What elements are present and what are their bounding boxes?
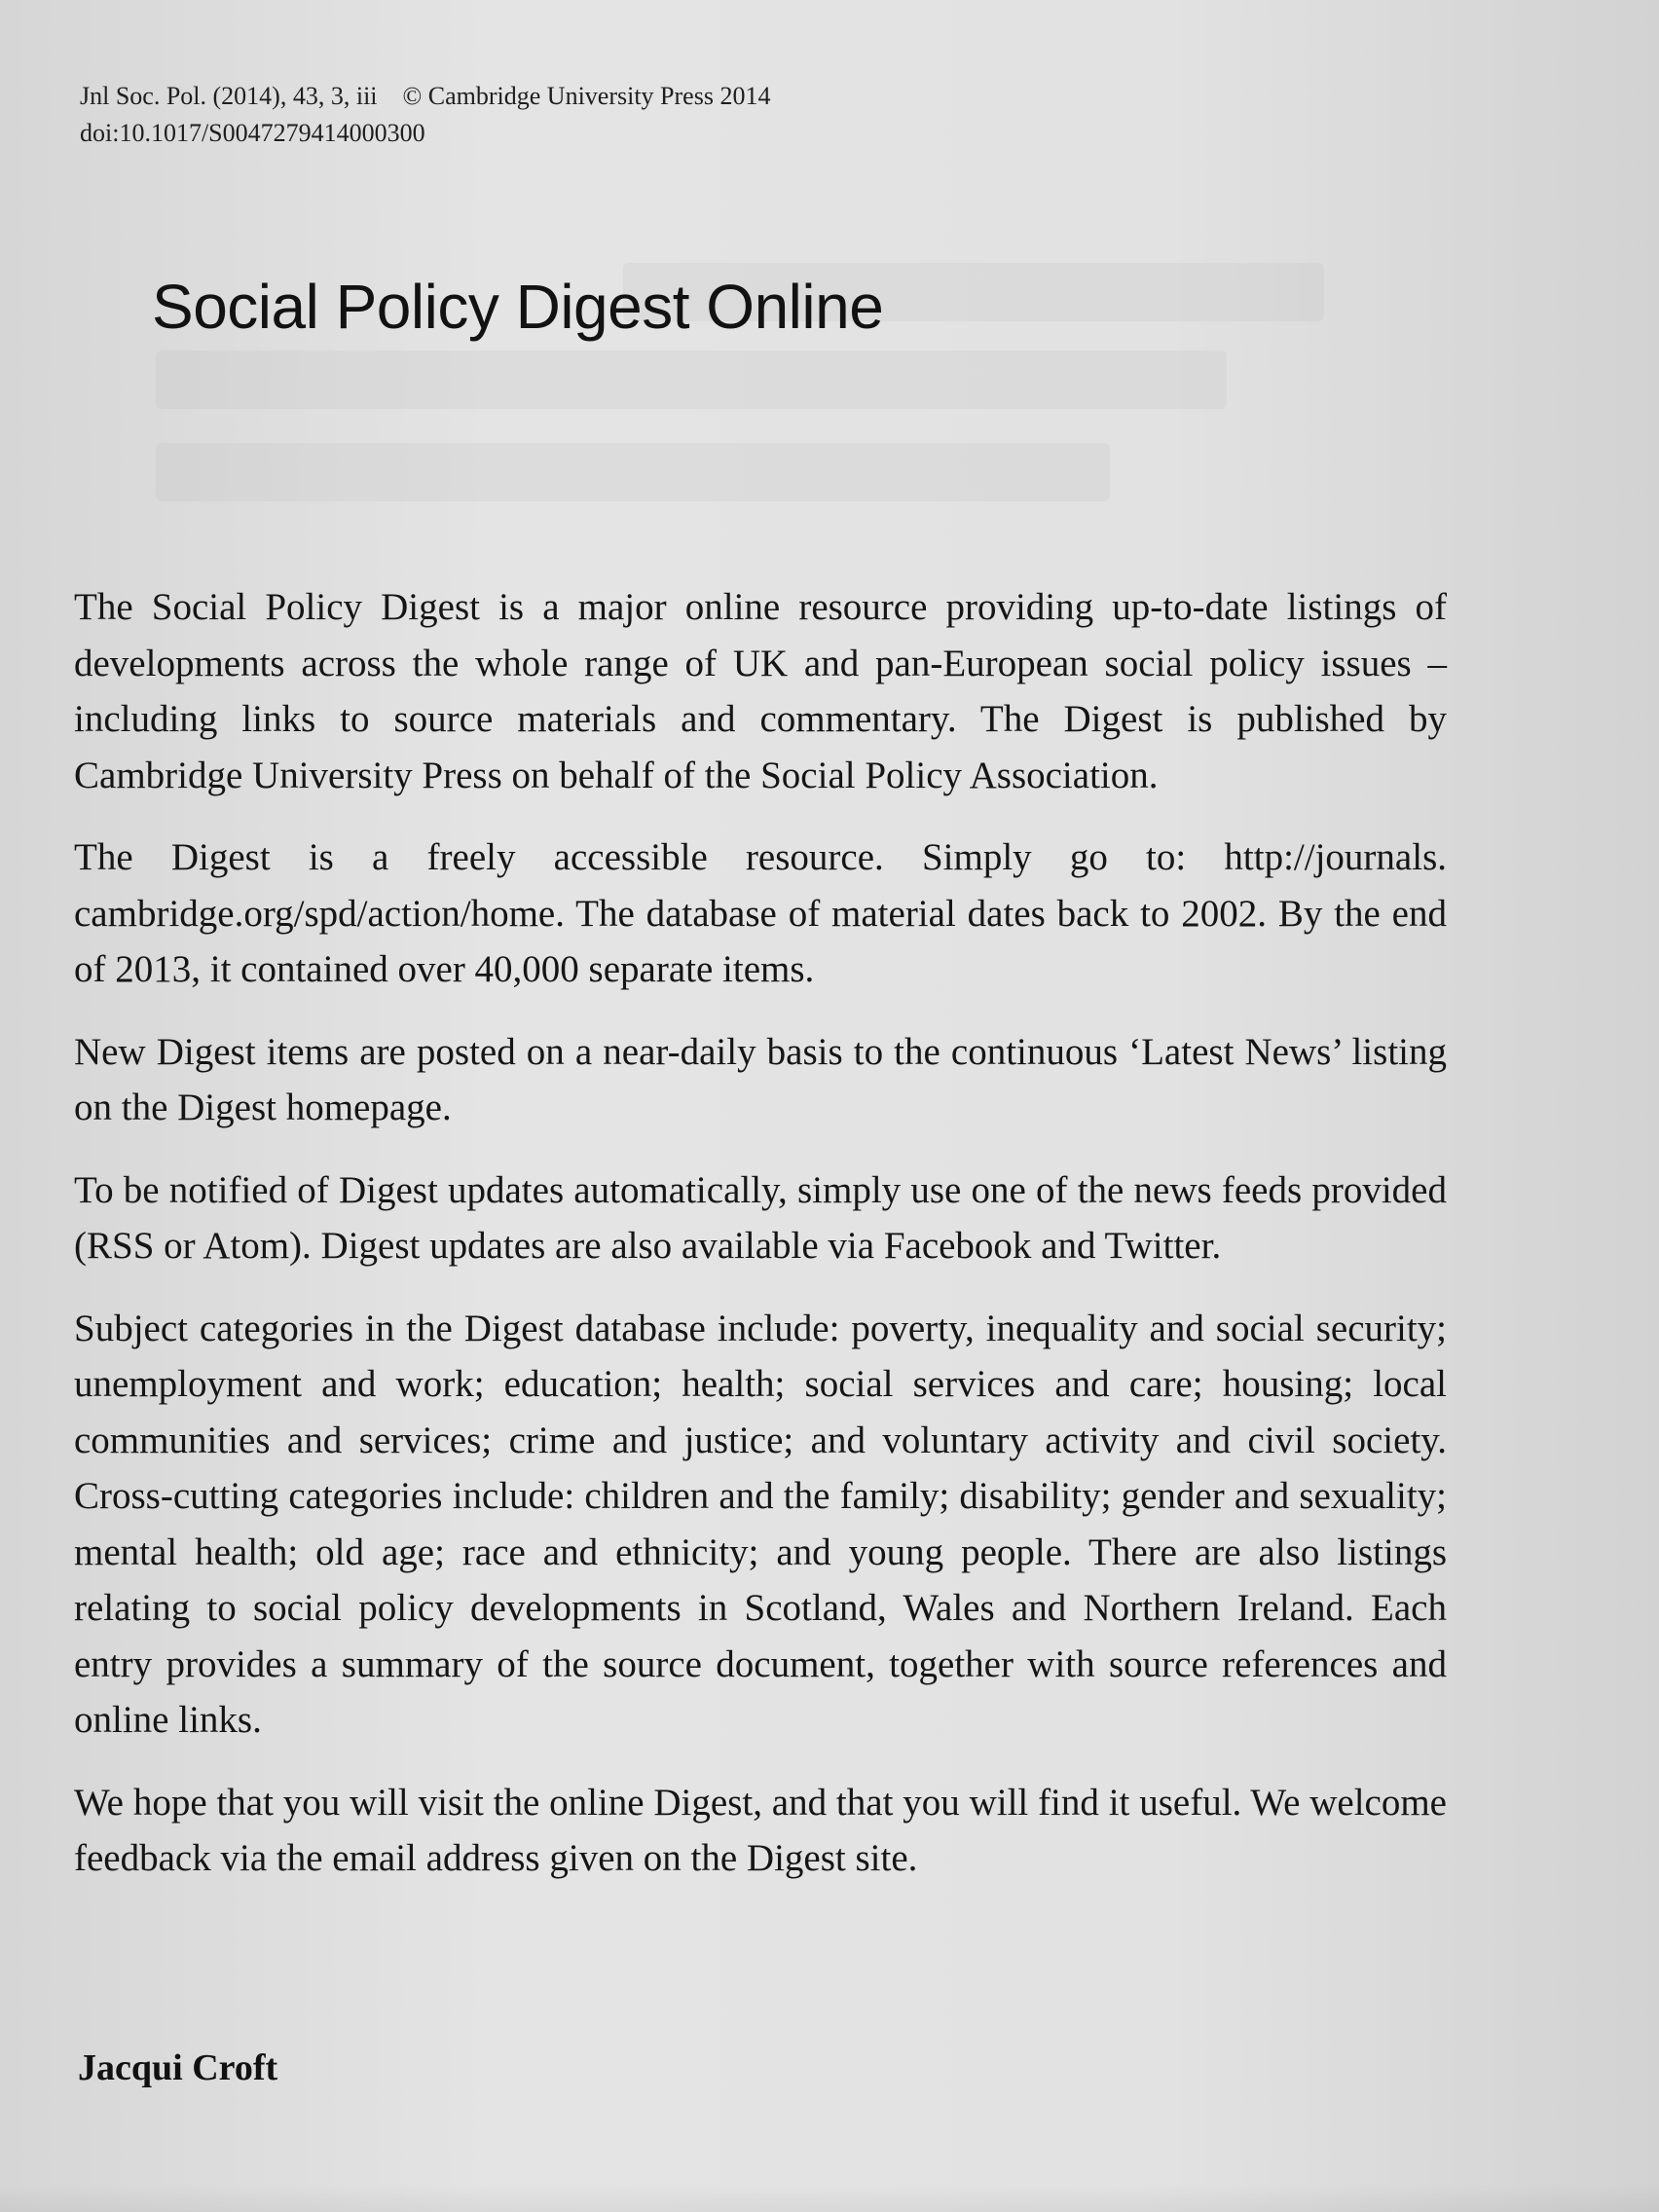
journal-header xyxy=(80,78,770,152)
article-body xyxy=(74,579,1447,1913)
show-through-shadow xyxy=(156,350,1227,409)
citation: Jnl Soc. Pol. (2014), 43, 3, iii xyxy=(80,82,378,110)
paragraph: The Social Policy Digest is a major online resource providing up-to-date listings of developments across the whole range of UK and pan-European social policy issues – including links to source materials and commentary. The Digest is published by Cambridge University Press on behalf of the Social Policy Association. xyxy=(74,586,1447,796)
paragraph: New Digest items are posted on a near-daily basis to the continuous ‘Latest News’ listing on the Digest homepage. xyxy=(74,1030,1447,1128)
show-through-shadow xyxy=(156,443,1110,501)
page-title: Social Policy Digest Online xyxy=(152,272,884,342)
paragraph: To be notified of Digest updates automatically, simply use one of the news feeds provided (RSS or Atom). Digest updates are also available via Facebook and Twitter. xyxy=(74,1168,1447,1267)
doi: doi:10.1017/S0047279414000300 xyxy=(80,119,425,147)
paragraph: Subject categories in the Digest database include: poverty, inequality and social security; unemployment and work; education; health; social services and care; housing; local communities and services; crime and justice; and voluntary activity and civil society. Cross-cutting categories include: children and the family; disability; gender and sexuality; mental health; old age; race and ethnicity; and young people. There are also listings relating to social policy developments in Scotland, Wales and Northern Ireland. Each entry provides a summary of the source document, together with source references and online links. xyxy=(74,1307,1447,1741)
citation-line xyxy=(80,78,770,115)
paragraph: We hope that you will visit the online Digest, and that you will find it useful. We welcome feedback via the email address given on the Digest site. xyxy=(74,1781,1447,1879)
page-edge-shadow xyxy=(0,2183,1659,2212)
paragraph: The Digest is a freely accessible resource. Simply go to: http://journals. cambridge.org/spd/action/home. The database of material dates back to 2002. By the end of 2013, it contained over 40,000 separate items. xyxy=(74,836,1447,990)
copyright: © Cambridge University Press 2014 xyxy=(402,82,771,110)
author-name: Jacqui Croft xyxy=(78,2047,278,2088)
